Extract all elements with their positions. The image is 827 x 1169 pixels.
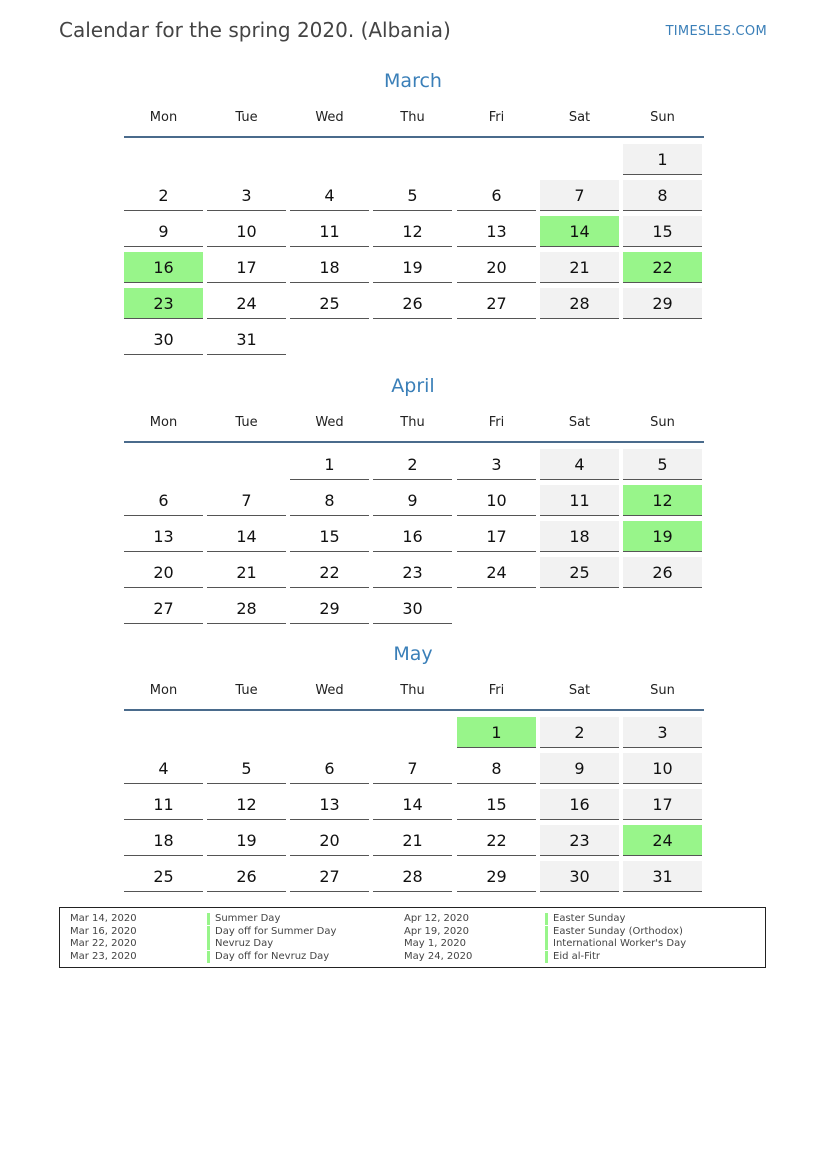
weekday-header: Sun: [650, 110, 675, 125]
legend-date: Mar 16, 2020: [70, 925, 137, 937]
weekday-header: Mon: [149, 683, 178, 698]
legend-date: Mar 22, 2020: [70, 938, 137, 949]
day-cell: 22: [457, 825, 536, 856]
day-cell: 29: [457, 861, 536, 892]
day-cell: 18: [124, 825, 203, 856]
day-cell: 5: [207, 753, 286, 784]
day-cell: 19: [207, 825, 286, 856]
day-cell: 18: [290, 252, 369, 283]
weekday-header: Wed: [315, 415, 344, 430]
month-title: April: [391, 375, 435, 397]
day-cell: 17: [207, 252, 286, 283]
day-cell: 9: [124, 216, 203, 247]
day-cell: 25: [540, 557, 619, 588]
day-cell: 31: [207, 324, 286, 355]
day-cell: 27: [457, 288, 536, 319]
day-cell: 22: [623, 252, 702, 283]
day-cell: 7: [540, 180, 619, 211]
day-cell: 24: [623, 825, 702, 856]
day-cell: 30: [124, 324, 203, 355]
day-cell: 7: [207, 485, 286, 516]
day-cell: 16: [373, 521, 452, 552]
day-cell: 17: [457, 521, 536, 552]
legend-date: Apr 12, 2020: [404, 913, 470, 924]
day-cell: 24: [457, 557, 536, 588]
day-cell: 13: [290, 789, 369, 820]
day-cell: 1: [457, 717, 536, 748]
day-cell: 10: [623, 753, 702, 784]
legend-holiday-name: Easter Sunday: [545, 913, 625, 925]
day-cell: 24: [207, 288, 286, 319]
day-cell: 25: [124, 861, 203, 892]
legend-holiday-name: Summer Day: [207, 913, 280, 925]
day-cell: 19: [623, 521, 702, 552]
day-cell: 10: [207, 216, 286, 247]
day-cell: 13: [457, 216, 536, 247]
legend-holiday-name: International Worker's Day: [545, 938, 686, 950]
day-cell: 30: [373, 593, 452, 624]
day-cell: 5: [623, 449, 702, 480]
day-cell: 12: [207, 789, 286, 820]
day-cell: 17: [623, 789, 702, 820]
weekday-header: Thu: [400, 415, 425, 430]
day-cell: 3: [623, 717, 702, 748]
day-cell: 23: [124, 288, 203, 319]
day-cell: 20: [457, 252, 536, 283]
day-cell: 6: [290, 753, 369, 784]
day-cell: 9: [373, 485, 452, 516]
legend-date: May 1, 2020: [404, 938, 467, 949]
day-cell: 23: [373, 557, 452, 588]
day-cell: 4: [124, 753, 203, 784]
day-cell: 23: [540, 825, 619, 856]
day-cell: 15: [290, 521, 369, 552]
legend-date: Apr 19, 2020: [404, 925, 470, 937]
header-divider: [124, 709, 704, 711]
day-cell: 29: [623, 288, 702, 319]
legend-holiday-name: Nevruz Day: [207, 938, 273, 950]
day-cell: 30: [540, 861, 619, 892]
day-cell: 15: [457, 789, 536, 820]
day-cell: 26: [207, 861, 286, 892]
day-cell: 3: [207, 180, 286, 211]
day-cell: 11: [540, 485, 619, 516]
day-cell: 31: [623, 861, 702, 892]
legend-holiday-name: Day off for Summer Day: [207, 926, 336, 938]
day-cell: 2: [540, 717, 619, 748]
weekday-header: Wed: [315, 110, 344, 125]
day-cell: 13: [124, 521, 203, 552]
weekday-header: Sat: [568, 110, 591, 125]
day-cell: 12: [373, 216, 452, 247]
day-cell: 14: [207, 521, 286, 552]
page-title: Calendar for the spring 2020. (Albania): [59, 18, 451, 42]
day-cell: 20: [124, 557, 203, 588]
legend-date: May 24, 2020: [404, 950, 473, 962]
weekday-header: Tue: [235, 415, 258, 430]
day-cell: 8: [457, 753, 536, 784]
day-cell: 6: [124, 485, 203, 516]
header-divider: [124, 136, 704, 138]
day-cell: 8: [623, 180, 702, 211]
legend-holiday-name: Easter Sunday (Orthodox): [545, 926, 683, 938]
day-cell: 20: [290, 825, 369, 856]
weekday-header: Thu: [400, 110, 425, 125]
day-cell: 11: [290, 216, 369, 247]
weekday-header: Wed: [315, 683, 344, 698]
day-cell: 8: [290, 485, 369, 516]
day-cell: 28: [373, 861, 452, 892]
day-cell: 22: [290, 557, 369, 588]
day-cell: 9: [540, 753, 619, 784]
weekday-header: Thu: [400, 683, 425, 698]
day-cell: 27: [290, 861, 369, 892]
holiday-legend: [59, 907, 766, 968]
weekday-header: Fri: [488, 683, 505, 698]
day-cell: 5: [373, 180, 452, 211]
day-cell: 4: [540, 449, 619, 480]
day-cell: 12: [623, 485, 702, 516]
weekday-header: Tue: [235, 110, 258, 125]
day-cell: 4: [290, 180, 369, 211]
weekday-header: Mon: [149, 415, 178, 430]
day-cell: 7: [373, 753, 452, 784]
day-cell: 21: [207, 557, 286, 588]
day-cell: 26: [373, 288, 452, 319]
day-cell: 15: [623, 216, 702, 247]
legend-holiday-name: Eid al-Fitr: [545, 951, 600, 963]
weekday-header: Sat: [568, 683, 591, 698]
legend-date: Mar 14, 2020: [70, 913, 137, 924]
weekday-header: Mon: [149, 110, 178, 125]
weekday-header: Sun: [650, 415, 675, 430]
day-cell: 19: [373, 252, 452, 283]
day-cell: 21: [373, 825, 452, 856]
site-link[interactable]: TIMESLES.COM: [665, 24, 767, 39]
header-divider: [124, 441, 704, 443]
day-cell: 27: [124, 593, 203, 624]
day-cell: 11: [124, 789, 203, 820]
weekday-header: Sat: [568, 415, 591, 430]
day-cell: 2: [124, 180, 203, 211]
day-cell: 28: [540, 288, 619, 319]
legend-holiday-name: Day off for Nevruz Day: [207, 951, 329, 963]
month-title: May: [393, 643, 433, 665]
day-cell: 26: [623, 557, 702, 588]
day-cell: 16: [540, 789, 619, 820]
day-cell: 16: [124, 252, 203, 283]
day-cell: 3: [457, 449, 536, 480]
day-cell: 10: [457, 485, 536, 516]
day-cell: 1: [290, 449, 369, 480]
day-cell: 25: [290, 288, 369, 319]
weekday-header: Sun: [650, 683, 675, 698]
day-cell: 1: [623, 144, 702, 175]
day-cell: 28: [207, 593, 286, 624]
day-cell: 18: [540, 521, 619, 552]
day-cell: 6: [457, 180, 536, 211]
weekday-header: Fri: [488, 110, 505, 125]
day-cell: 14: [373, 789, 452, 820]
day-cell: 14: [540, 216, 619, 247]
weekday-header: Tue: [235, 683, 258, 698]
weekday-header: Fri: [488, 415, 505, 430]
day-cell: 2: [373, 449, 452, 480]
day-cell: 29: [290, 593, 369, 624]
legend-date: Mar 23, 2020: [70, 950, 137, 962]
day-cell: 21: [540, 252, 619, 283]
month-title: March: [384, 70, 442, 92]
